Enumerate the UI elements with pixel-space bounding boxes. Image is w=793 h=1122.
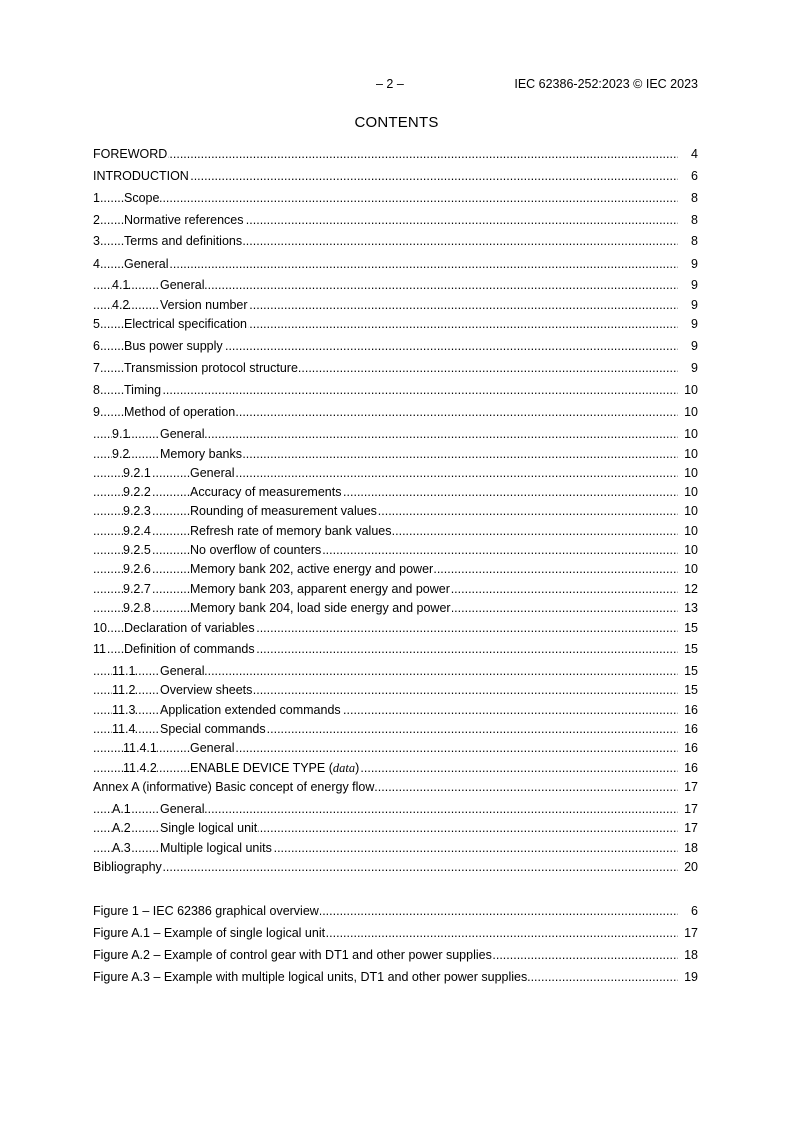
toc-entry[interactable]: [93, 190, 698, 206]
toc-entry[interactable]: [93, 338, 698, 354]
figure-entry-page: 19: [684, 970, 698, 984]
toc-entry-label: Accuracy of measurements: [190, 485, 342, 499]
toc-entry-number: A.1: [112, 802, 131, 816]
toc-entry[interactable]: [93, 721, 698, 737]
toc-entry[interactable]: [93, 760, 698, 776]
toc-entry-number: 9.1: [112, 427, 130, 441]
toc-entry-page: 10: [684, 485, 698, 499]
toc-entry-page: 10: [684, 543, 698, 557]
toc-entry-number: 6: [93, 339, 100, 353]
toc-entry[interactable]: [93, 484, 698, 500]
dot-leader: [93, 484, 678, 500]
toc-entry-page: 15: [684, 664, 698, 678]
toc-entry-number: 9.2.3: [123, 504, 151, 518]
figure-entry[interactable]: [93, 903, 698, 919]
toc-entry-page: 10: [684, 383, 698, 397]
toc-entry-page: 20: [684, 860, 698, 874]
figure-entry-page: 17: [684, 926, 698, 940]
figure-entry-label: Figure A.2 – Example of control gear with DT1 and other power supplies: [93, 948, 492, 962]
toc-entry-page: 16: [684, 703, 698, 717]
toc-entry-number: 9.2.1: [123, 466, 151, 480]
toc-entry-label: Bibliography: [93, 860, 162, 874]
toc-entry[interactable]: [93, 779, 698, 795]
contents-title: CONTENTS: [354, 114, 439, 131]
toc-entry[interactable]: [93, 620, 698, 636]
toc-entry[interactable]: [93, 820, 698, 836]
toc-entry-page: 16: [684, 741, 698, 755]
toc-entry-page: 9: [691, 317, 698, 331]
toc-entry-number: 9.2.7: [123, 582, 151, 596]
toc-entry[interactable]: [93, 523, 698, 539]
toc-entry[interactable]: [93, 168, 698, 184]
figure-entry-label: Figure 1 – IEC 62386 graphical overview: [93, 904, 319, 918]
toc-entry-label: General: [124, 257, 169, 271]
document-id: IEC 62386-252:2023 © IEC 2023: [514, 77, 698, 91]
dot-leader: [93, 190, 678, 206]
toc-entry-page: 10: [684, 466, 698, 480]
toc-entry-label: General: [190, 466, 235, 480]
toc-entry[interactable]: [93, 663, 698, 679]
toc-entry-label: Multiple logical units: [160, 841, 272, 855]
toc-entry-number: A.2: [112, 821, 131, 835]
dot-leader: [93, 382, 678, 398]
toc-entry-label: Definition of commands: [124, 642, 255, 656]
toc-entry[interactable]: [93, 542, 698, 558]
toc-entry[interactable]: [93, 702, 698, 718]
dot-leader: [93, 146, 678, 162]
toc-entry-number: 11.4.1: [123, 741, 157, 755]
toc-entry[interactable]: [93, 233, 698, 249]
toc-entry-page: 9: [691, 361, 698, 375]
toc-entry-label: INTRODUCTION: [93, 169, 189, 183]
dot-leader: [93, 859, 678, 875]
toc-entry[interactable]: [93, 146, 698, 162]
toc-entry-label: General: [160, 664, 205, 678]
toc-entry-page: 8: [691, 234, 698, 248]
toc-entry-number: 8: [93, 383, 100, 397]
toc-entry-number: 3: [93, 234, 100, 248]
toc-entry-page: 10: [684, 427, 698, 441]
toc-entry-label: General: [160, 427, 205, 441]
toc-entry[interactable]: [93, 404, 698, 420]
toc-entry-number: 9.2.2: [123, 485, 151, 499]
toc-entry-label: Single logical unit: [160, 821, 258, 835]
toc-entry-number: 9.2.8: [123, 601, 151, 615]
toc-entry-label: Annex A (informative) Basic concept of energy flow: [93, 780, 375, 794]
toc-entry-number: 9.2.5: [123, 543, 151, 557]
figure-entry-page: 6: [691, 904, 698, 918]
toc-entry-number: 11.2: [112, 683, 136, 697]
toc-entry[interactable]: [93, 277, 698, 293]
toc-entry-label: Declaration of variables: [124, 621, 255, 635]
dot-leader: [93, 760, 678, 776]
toc-entry-label: Bus power supply: [124, 339, 223, 353]
toc-entry-page: 10: [684, 562, 698, 576]
toc-entry-number: A.3: [112, 841, 131, 855]
toc-entry[interactable]: [93, 641, 698, 657]
toc-entry-page: 8: [691, 191, 698, 205]
toc-entry-label: Normative references: [124, 213, 244, 227]
toc-entry-page: 9: [691, 278, 698, 292]
toc-entry-label: Terms and definitions: [124, 234, 243, 248]
toc-entry-page: 17: [684, 821, 698, 835]
toc-entry-number: 9: [93, 405, 100, 419]
toc-entry[interactable]: [93, 740, 698, 756]
toc-entry-page: 10: [684, 447, 698, 461]
toc-entry[interactable]: [93, 600, 698, 616]
toc-entry-number: 4: [93, 257, 100, 271]
toc-entry[interactable]: [93, 382, 698, 398]
toc-entry-number: 9.2.6: [123, 562, 151, 576]
dot-leader: [93, 465, 678, 481]
figure-entry-label: Figure A.1 – Example of single logical unit: [93, 926, 326, 940]
toc-entry[interactable]: [93, 682, 698, 698]
toc-entry-label: Scope: [124, 191, 160, 205]
toc-entry[interactable]: [93, 801, 698, 817]
toc-entry-page: 10: [684, 504, 698, 518]
toc-entry-number: 11.4.2: [123, 761, 157, 775]
toc-entry-label: Special commands: [160, 722, 266, 736]
toc-entry-number: 5: [93, 317, 100, 331]
toc-entry-number: 11.4: [112, 722, 136, 736]
toc-entry[interactable]: [93, 212, 698, 228]
dot-leader: [93, 503, 678, 519]
toc-entry-page: 16: [684, 761, 698, 775]
toc-entry-number: 9.2.4: [123, 524, 151, 538]
toc-entry-label: Refresh rate of memory bank values: [190, 524, 392, 538]
toc-entry-number: 9.2: [112, 447, 130, 461]
toc-entry-label: Memory bank 204, load side energy and power: [190, 601, 451, 615]
toc-entry-number: 7: [93, 361, 100, 375]
toc-entry-label: General: [160, 802, 205, 816]
figure-entry-page: 18: [684, 948, 698, 962]
toc-entry-page: 13: [684, 601, 698, 615]
toc-entry-page: 18: [684, 841, 698, 855]
toc-entry[interactable]: [93, 426, 698, 442]
toc-entry-page: 17: [684, 780, 698, 794]
toc-entry-label: Rounding of measurement values: [190, 504, 377, 518]
toc-entry-number: 11: [93, 642, 106, 656]
toc-entry-label: Version number: [160, 298, 248, 312]
toc-entry-page: 9: [691, 257, 698, 271]
page-number: – 2 –: [376, 77, 404, 91]
toc-entry-number: 2: [93, 213, 100, 227]
toc-entry-number: 11.1: [112, 664, 136, 678]
toc-entry-label: Memory banks: [160, 447, 242, 461]
toc-entry[interactable]: [93, 297, 698, 313]
toc-entry-label: Timing: [124, 383, 162, 397]
toc-entry-label: Transmission protocol structure: [124, 361, 298, 375]
toc-entry[interactable]: [93, 859, 698, 875]
toc-entry-number: 11.3: [112, 703, 136, 717]
figure-entry[interactable]: [93, 969, 698, 985]
toc-entry-label: Application extended commands: [160, 703, 341, 717]
dot-leader: [93, 256, 678, 272]
toc-entry[interactable]: [93, 360, 698, 376]
toc-entry[interactable]: [93, 581, 698, 597]
toc-entry-number: 4.1: [112, 278, 130, 292]
toc-entry[interactable]: [93, 446, 698, 462]
toc-entry-page: 15: [684, 683, 698, 697]
figure-entry[interactable]: [93, 925, 698, 941]
toc-entry-page: 15: [684, 621, 698, 635]
toc-entry[interactable]: [93, 465, 698, 481]
figure-entry-label: Figure A.3 – Example with multiple logical units, DT1 and other power supplies: [93, 970, 528, 984]
toc-entry-label: General: [160, 278, 205, 292]
toc-entry-label: Method of operation: [124, 405, 236, 419]
toc-entry-page: 10: [684, 405, 698, 419]
toc-entry-page: 16: [684, 722, 698, 736]
toc-entry-label: Memory bank 202, active energy and power: [190, 562, 434, 576]
toc-entry-label-italic: data: [332, 761, 356, 775]
toc-entry-number: 10: [93, 621, 107, 635]
toc-entry-page: 9: [691, 339, 698, 353]
page-header: [0, 77, 793, 93]
toc-entry[interactable]: [93, 316, 698, 332]
dot-leader: [93, 740, 678, 756]
toc-entry-label: General: [190, 741, 235, 755]
dot-leader: [93, 542, 678, 558]
toc-entry-label: Electrical specification: [124, 317, 247, 331]
toc-entry-label: ENABLE DEVICE TYPE (data): [190, 761, 360, 775]
toc-entry-page: 9: [691, 298, 698, 312]
toc-entry[interactable]: [93, 256, 698, 272]
toc-entry-label: FOREWORD: [93, 147, 168, 161]
toc-entry-page: 15: [684, 642, 698, 656]
toc-entry-label: Memory bank 203, apparent energy and power: [190, 582, 450, 596]
toc-entry[interactable]: [93, 840, 698, 856]
toc-entry-page: 6: [691, 169, 698, 183]
toc-entry-page: 4: [691, 147, 698, 161]
toc-entry-number: 1: [93, 191, 100, 205]
toc-entry-label: Overview sheets: [160, 683, 253, 697]
toc-entry-number: 4.2: [112, 298, 130, 312]
toc-entry-label: No overflow of counters: [190, 543, 322, 557]
figure-entry[interactable]: [93, 947, 698, 963]
toc-entry-page: 12: [684, 582, 698, 596]
toc-entry-page: 10: [684, 524, 698, 538]
toc-entry[interactable]: [93, 503, 698, 519]
toc-entry-page: 17: [684, 802, 698, 816]
toc-entry-page: 8: [691, 213, 698, 227]
toc-entry[interactable]: [93, 561, 698, 577]
